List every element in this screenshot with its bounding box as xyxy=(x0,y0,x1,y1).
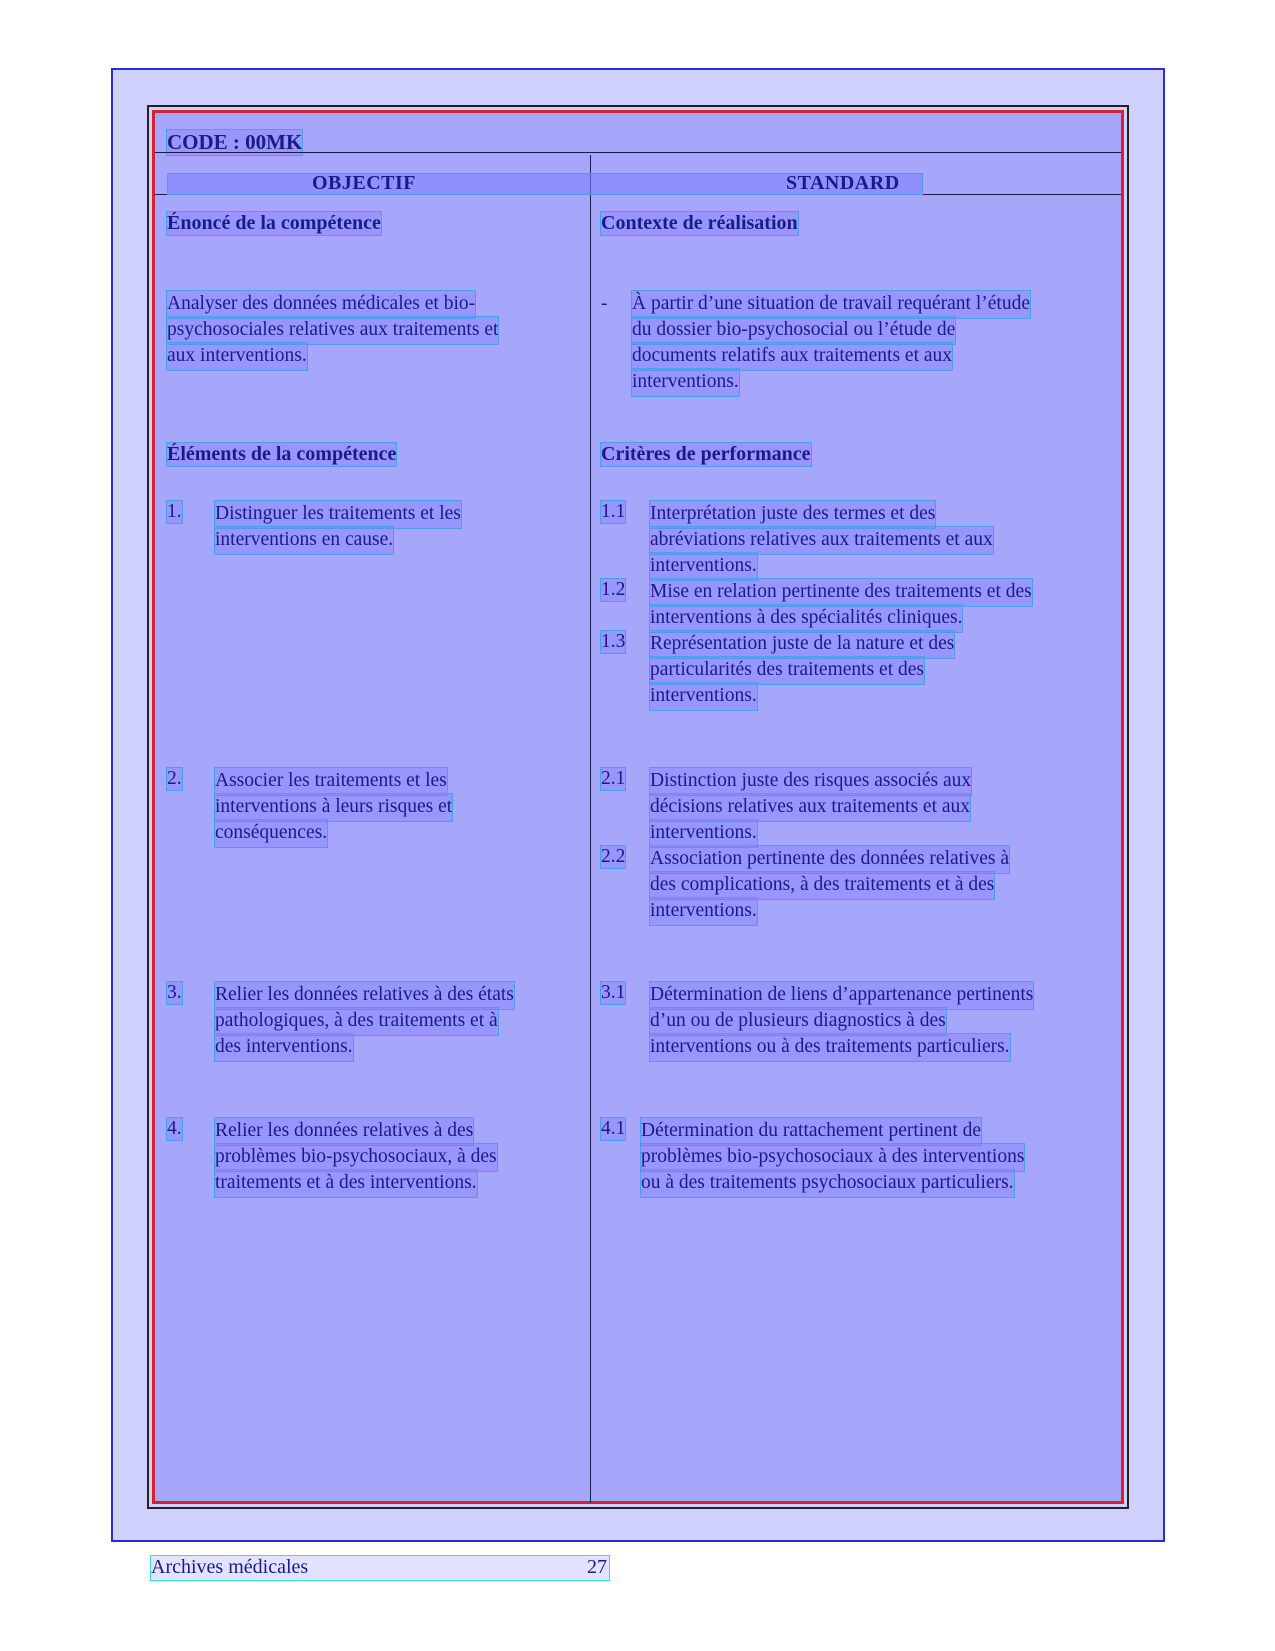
element-number: 3. xyxy=(167,982,182,1003)
contexte-line: du dossier bio-psychosocial ou l’étude de xyxy=(632,317,955,344)
element-number: 2. xyxy=(167,768,182,789)
critere-number: 1.1 xyxy=(601,501,626,522)
critere-line: particularités des traitements et des xyxy=(650,657,924,684)
critere-line: Détermination du rattachement pertinent de xyxy=(641,1118,981,1145)
page-number: 27 xyxy=(587,1556,607,1578)
enonce-title: Énoncé de la compétence xyxy=(167,212,381,234)
header-bottom-rule xyxy=(155,194,1121,195)
critere-line: Distinction juste des risques associés aux xyxy=(650,768,971,795)
element-line: interventions en cause. xyxy=(215,527,393,554)
critere-line: interventions ou à des traitements particuliers. xyxy=(650,1034,1010,1061)
critere-line: Mise en relation pertinente des traitements et des xyxy=(650,579,1032,606)
critere-number: 1.3 xyxy=(601,631,626,652)
critere-line: interventions. xyxy=(650,898,757,925)
elements-title: Éléments de la compétence xyxy=(167,443,397,465)
enonce-line: psychosociales relatives aux traitements et xyxy=(167,317,498,344)
critere-number: 3.1 xyxy=(601,982,626,1003)
contexte-line: interventions. xyxy=(632,369,739,396)
criteres-title: Critères de performance xyxy=(601,443,811,465)
critere-number: 2.1 xyxy=(601,768,626,789)
element-line: conséquences. xyxy=(215,820,327,847)
element-line: des interventions. xyxy=(215,1034,353,1061)
footer-label: Archives médicales xyxy=(151,1556,309,1578)
critere-line: décisions relatives aux traitements et aux xyxy=(650,794,970,821)
critere-line: Interprétation juste des termes et des xyxy=(650,501,935,528)
header-top-rule xyxy=(155,152,1121,153)
contexte-line: À partir d’une situation de travail requérant l’étude xyxy=(632,291,1030,318)
element-line: problèmes bio-psychosociaux, à des xyxy=(215,1144,497,1171)
element-line: Associer les traitements et les xyxy=(215,768,447,795)
critere-number: 2.2 xyxy=(601,846,626,867)
page-footer xyxy=(151,1556,609,1580)
critere-line: Association pertinente des données relatives à xyxy=(650,846,1009,873)
element-line: Relier les données relatives à des xyxy=(215,1118,473,1145)
critere-line: des complications, à des traitements et à des xyxy=(650,872,994,899)
critere-line: ou à des traitements psychosociaux particuliers. xyxy=(641,1170,1014,1197)
contexte-bullet: - xyxy=(601,293,608,314)
critere-line: abréviations relatives aux traitements et aux xyxy=(650,527,993,554)
element-line: interventions à leurs risques et xyxy=(215,794,452,821)
critere-line: interventions. xyxy=(650,820,757,847)
enonce-line: Analyser des données médicales et bio- xyxy=(167,291,475,318)
contexte-title: Contexte de réalisation xyxy=(601,212,798,234)
element-line: Relier les données relatives à des états xyxy=(215,982,514,1009)
critere-number: 4.1 xyxy=(601,1118,626,1139)
element-number: 1. xyxy=(167,501,182,522)
critere-line: interventions. xyxy=(650,683,757,710)
critere-line: Détermination de liens d’appartenance pertinents xyxy=(650,982,1033,1009)
column-header-objectif: OBJECTIF xyxy=(312,172,417,194)
column-header-standard: STANDARD xyxy=(786,172,900,194)
critere-line: interventions. xyxy=(650,553,757,580)
critere-line: problèmes bio-psychosociaux à des interventions xyxy=(641,1144,1024,1171)
element-line: traitements et à des interventions. xyxy=(215,1170,477,1197)
column-divider xyxy=(590,155,591,1503)
code-label: CODE : 00MK xyxy=(167,130,303,154)
enonce-line: aux interventions. xyxy=(167,343,307,370)
element-line: Distinguer les traitements et les xyxy=(215,501,461,528)
critere-line: Représentation juste de la nature et des xyxy=(650,631,954,658)
contexte-line: documents relatifs aux traitements et aux xyxy=(632,343,952,370)
critere-number: 1.2 xyxy=(601,579,626,600)
element-number: 4. xyxy=(167,1118,182,1139)
critere-line: interventions à des spécialités cliniques. xyxy=(650,605,962,632)
element-line: pathologiques, à des traitements et à xyxy=(215,1008,498,1035)
critere-line: d’un ou de plusieurs diagnostics à des xyxy=(650,1008,946,1035)
